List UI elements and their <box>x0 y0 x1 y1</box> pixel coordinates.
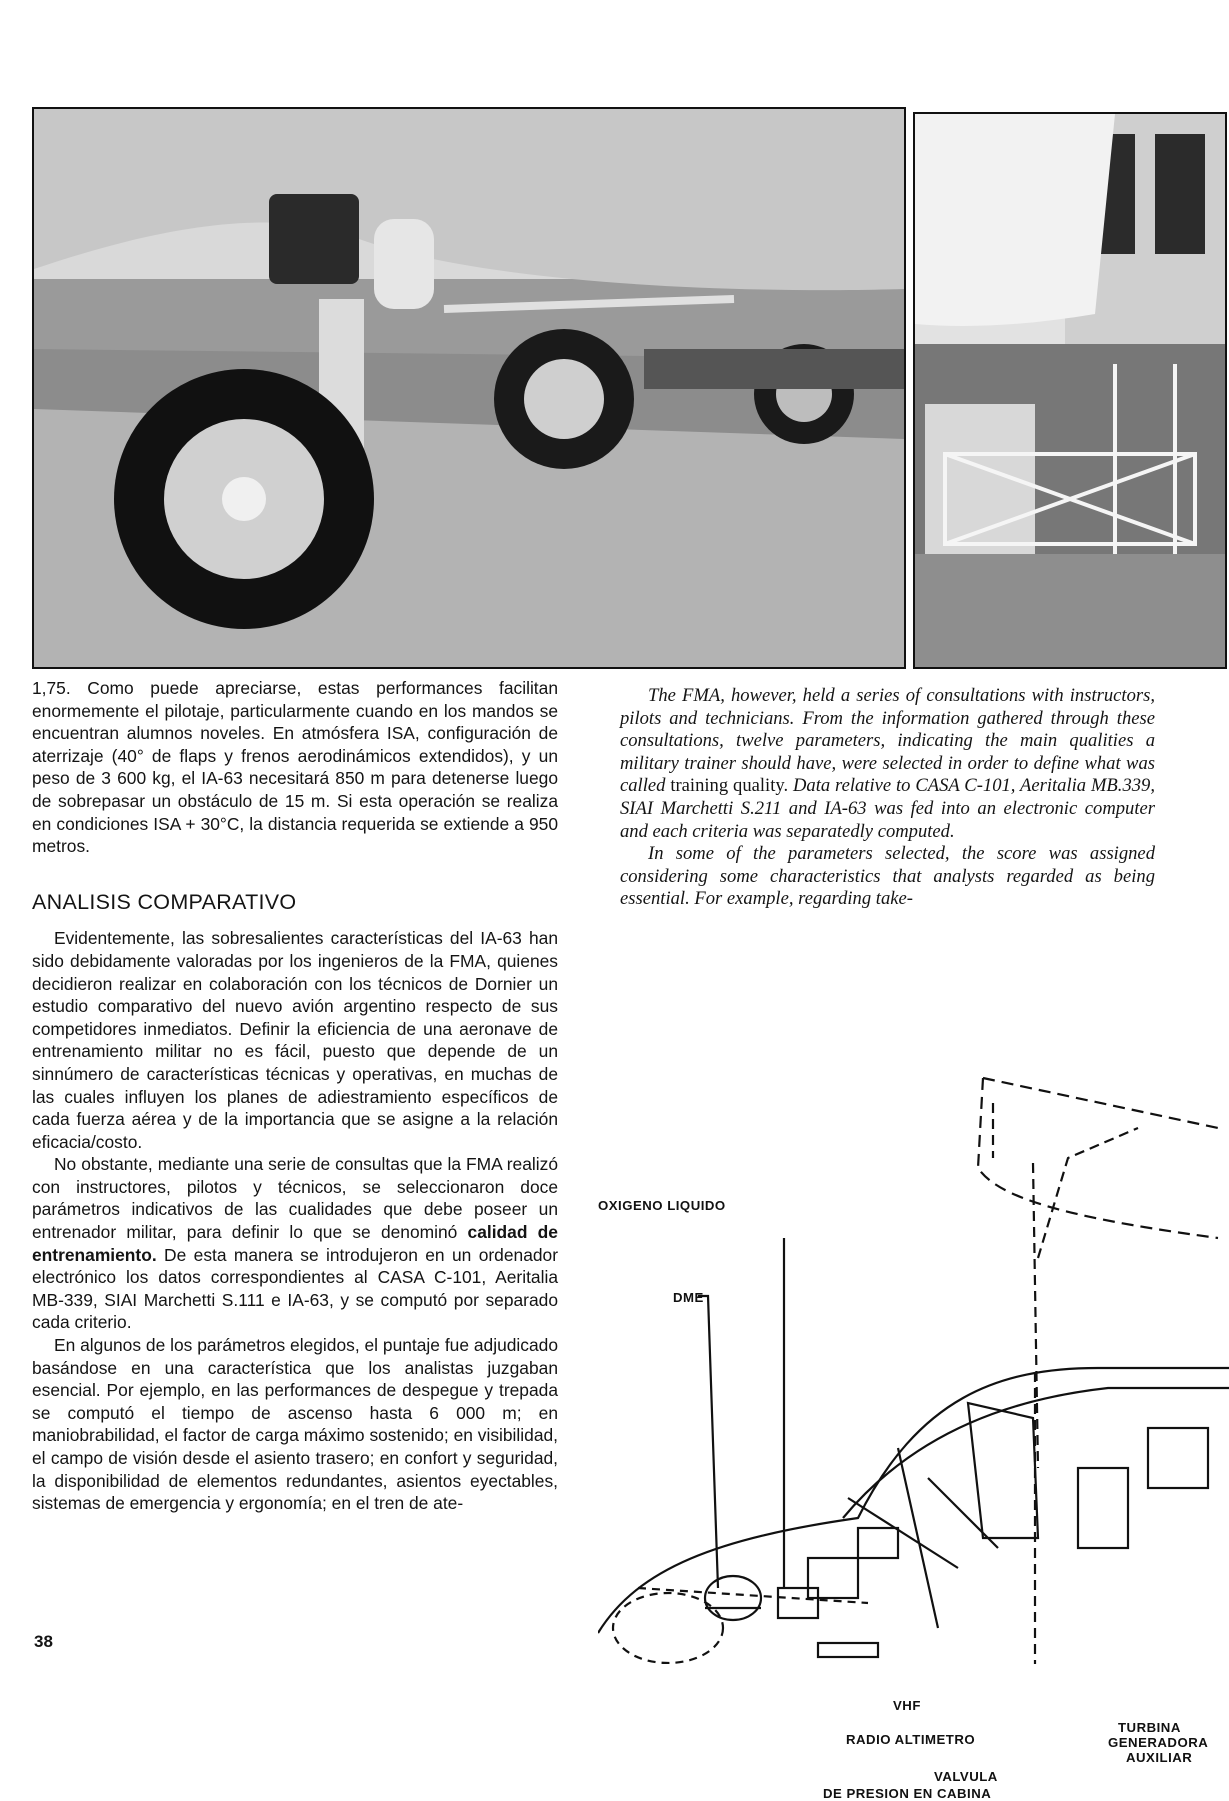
spanish-text-column <box>32 677 558 1515</box>
label-dme: DME <box>673 1290 704 1305</box>
landing-gear-photo-drawing <box>34 109 904 667</box>
label-radio-altimetro: RADIO ALTIMETRO <box>846 1732 976 1747</box>
spanish-paragraph-1: 1,75. Como puede apreciarse, estas performances facilitan enormemente el pilotaje, particularmente cuando en los mandos se encuentran alumnos noveles. En atmósfera ISA, configuración de aterrizaje (40° de flaps y frenos aerodinámicos extendidos), y un peso de 3 600 kg, el IA-63 necesitará 850 m para detenerse luego de sobrepasar un obstáculo de 15 m. Si esta operación se realiza en condiciones ISA + 30°C, la distancia requerida se extiende a 950 metros. <box>32 678 558 857</box>
label-valvula-1: VALVULA <box>934 1769 998 1784</box>
cockpit-cutaway-diagram <box>598 1068 1229 1801</box>
english-paragraph-1-end: Data relative to CASA C-101, Aeritalia MB.339, SIAI Marchetti S.211 and IA-63 was fed into an electronic computer and each criteria was separatedly computed. <box>620 775 1155 842</box>
label-turbina-3: AUXILIAR <box>1126 1750 1193 1765</box>
label-turbina-2: GENERADORA <box>1108 1735 1209 1750</box>
spanish-paragraph-3 <box>32 1153 558 1334</box>
spanish-paragraph-4: En algunos de los parámetros elegidos, el puntaje fue adjudicado basándose en una característica que los analistas juzgaban esencial. Por ejemplo, en las performances de despegue y trepada se computó el tiempo de ascenso hasta 6 000 m; en maniobrabilidad, el factor de carga máximo sostenido; en visibilidad, el campo de visión desde el asiento trasero; en confort y seguridad, la disponibilidad de elementos redundantes, asientos eyectables, sistemas de emergencia y ergonomía; en el tren de ate- <box>32 1335 558 1514</box>
label-valvula-2: DE PRESION EN CABINA <box>823 1786 992 1801</box>
scaffolding-photo <box>913 112 1227 669</box>
label-oxigeno-liquido: OXIGENO LIQUIDO <box>598 1198 726 1213</box>
landing-gear-photo <box>32 107 906 669</box>
spanish-paragraph-3-start: No obstante, mediante una serie de consultas que la FMA realizó con instructores, pilotos y técnicos, se seleccionaron doce parámetros indicativos de las cualidades que debe poseer un entrenador militar, para definir lo que se denominó <box>32 1154 558 1243</box>
english-paragraph-2: In some of the parameters selected, the score was assigned considering some characteristics that analysts regarded as being essential. For example, regarding take- <box>620 843 1155 910</box>
english-paragraph-1-start: The FMA, however, held a series of consultations with instructors, pilots and technicians. From the information gathered through these consultations, twelve parameters, indicating the main qualities a military trainer should have, were selected in order to define what was called <box>620 685 1155 797</box>
spanish-paragraph-3-end: De esta manera se introdujeron en un ordenador electrónico los datos correspondientes al CASA C-101, Aeritalia MB-339, SIAI Marchetti S.111 e IA-63, y se computó por separado cada criterio. <box>32 1244 558 1333</box>
spanish-paragraph-2: Evidentemente, las sobresalientes características del IA-63 han sido debidamente valoradas por los ingenieros de la FMA, quienes decidieron realizar en colaboración con los técnicos de Dornier un estudio comparativo del nuevo avión argentino respecto de sus competidores inmediatos. Definir la eficiencia de una aeronave de entrenamiento militar no es fácil, puesto que depende de un sinnúmero de características técnicas y operativas, en muchas de las cuales influyen los planes de adiestramiento específicos de cada fuerza aérea y de la importancia que se asigne a la relación eficacia/costo. <box>32 928 558 1152</box>
cockpit-cutaway-drawing <box>598 1068 1229 1664</box>
page-number: 38 <box>34 1632 53 1651</box>
english-text-column <box>620 685 1155 911</box>
label-turbina-1: TURBINA <box>1118 1720 1181 1735</box>
english-paragraph-1 <box>620 685 1155 843</box>
section-heading: ANALISIS COMPARATIVO <box>32 889 297 914</box>
label-vhf: VHF <box>893 1698 921 1713</box>
upright-term: training quality. <box>670 775 789 797</box>
scaffolding-photo-drawing <box>915 114 1225 667</box>
bold-term: calidad de entrenamiento. <box>32 1222 558 1265</box>
